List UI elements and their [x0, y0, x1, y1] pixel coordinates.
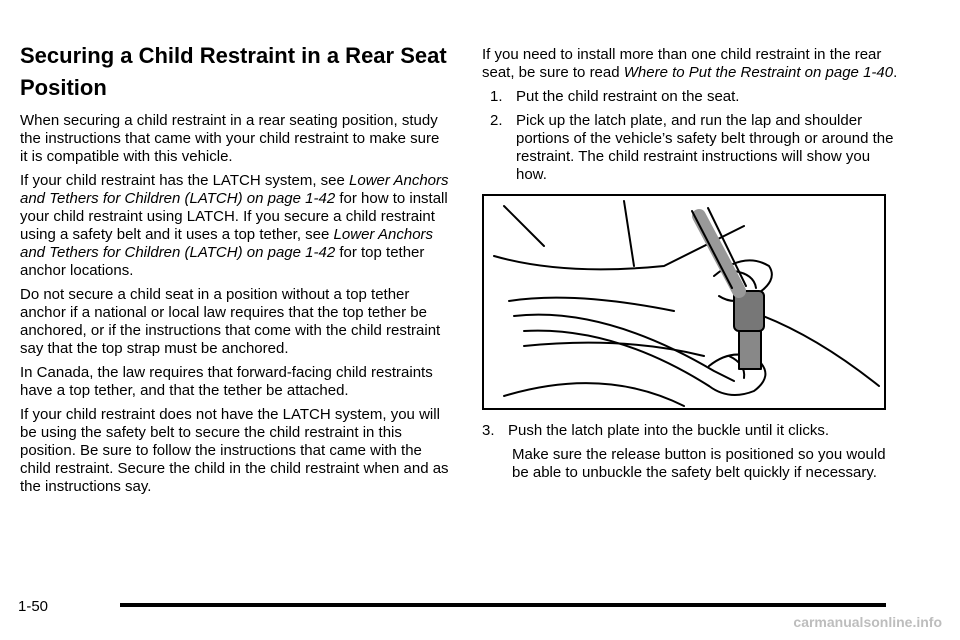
latch-reference-link[interactable]: Lower Anchors and Tethers for Children (LATCH) on page 1-42 — [20, 172, 449, 207]
latch-reference-link-2[interactable]: Lower Anchors and Tethers for Children (LATCH) on page 1-42 — [20, 226, 434, 261]
paragraph-multiple-restraints: If you need to install more than one child restraint in the rear seat, be sure to read Where to Put the Restraint on page 1-40. — [482, 46, 898, 81]
footer-divider — [120, 603, 886, 607]
paragraph-no-latch: If your child restraint does not have the LATCH system, you will be using the safety belt to secure the child restraint in this position. Be sure to follow the instructions that came with the child restraint. Secure the child in the child restraint when and as the instructions say. — [20, 406, 449, 495]
latch-plate-illustration — [482, 194, 886, 410]
hands-routing-belt-illustration — [484, 196, 884, 408]
steps-list-continued — [482, 422, 902, 440]
paragraph-top-tether: Do not secure a child seat in a position without a top tether anchor if a national or local law requires that the top tether be anchored, or if the instructions that come with the child restraint say that the top strap must be anchored. — [20, 286, 441, 357]
paragraph-latch: If your child restraint has the LATCH system, see Lower Anchors and Tethers for Children (LATCH) on page 1-42 for how to install your child restraint using LATCH. If you secure a child restraint using a safety belt and it uses a top tether, see Lower Anchors and Tethers for Children (LATCH) on page 1-42 for top tether anchor locations. — [20, 172, 449, 279]
steps-list — [482, 88, 902, 184]
step-number: 2. — [490, 112, 503, 129]
right-column — [482, 46, 902, 488]
page-number: 1-50 — [18, 598, 49, 615]
step-text: Pick up the latch plate, and run the lap and shoulder portions of the vehicle’s safety belt through or around the restraint. The child restraint instructions will show you how. — [516, 112, 894, 183]
left-column — [20, 40, 450, 502]
step-item — [482, 422, 902, 440]
paragraph-canada: In Canada, the law requires that forward-facing child restraints have a top tether, and that the tether be attached. — [20, 364, 433, 399]
release-button-note: Make sure the release button is positioned so you would be able to unbuckle the safety belt quickly if necessary. — [512, 446, 886, 481]
section-heading: Securing a Child Restraint in a Rear Seat Position — [20, 43, 447, 100]
step-number: 3. — [482, 422, 495, 439]
watermark: carmanualsonline.info — [793, 614, 942, 630]
restraint-placement-link[interactable]: Where to Put the Restraint on page 1-40 — [623, 64, 894, 81]
paragraph-intro: When securing a child restraint in a rear seating position, study the instructions that came with your child restraint to make sure it is compatible with this vehicle. — [20, 112, 440, 165]
step-item — [482, 112, 902, 184]
step-number: 1. — [490, 88, 503, 105]
step-item — [482, 88, 902, 106]
step-text: Push the latch plate into the buckle until it clicks. — [508, 422, 830, 439]
step-text: Put the child restraint on the seat. — [516, 88, 740, 105]
